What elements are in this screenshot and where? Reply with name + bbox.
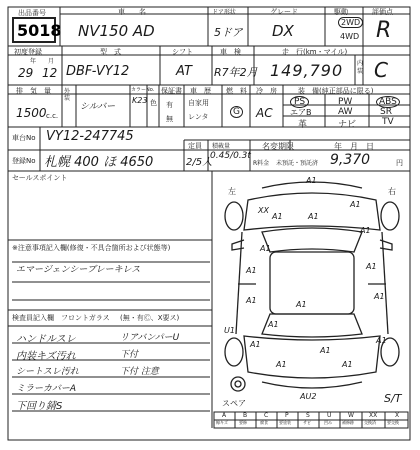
displacement-unit: c.c. — [46, 112, 59, 120]
first-reg-month: 12 — [42, 66, 58, 80]
color-label: 色 — [150, 99, 157, 107]
note-right-1: リアバンパーU — [120, 333, 180, 343]
color-code: K23 — [132, 96, 148, 105]
note-right-3: 下付 注意 — [120, 367, 159, 377]
legend-code: C — [264, 412, 269, 419]
recycle-label: R料金 — [253, 160, 270, 167]
damage-mark: A1 — [320, 346, 331, 355]
note-line-1: ハンドルスレ — [16, 334, 76, 345]
col-car-name: 車 名 — [118, 8, 146, 16]
grade-value: DX — [272, 22, 294, 40]
recycle-value: 9,370 — [330, 152, 371, 168]
damage-mark: A1 — [296, 300, 307, 309]
legend-code: U — [327, 412, 332, 419]
equip-aw: AW — [338, 107, 353, 117]
damage-mark: A1 — [376, 336, 387, 345]
exterior-label: 外装 — [64, 88, 71, 102]
use-rental: レンタ — [188, 113, 209, 121]
damage-mark: AU2 — [300, 392, 317, 401]
damage-mark: A1 — [276, 360, 287, 369]
drive-2wd: 2WD — [338, 17, 363, 28]
col-doors: ドア形状 — [212, 9, 236, 16]
equip-pw: PW — [338, 97, 353, 107]
drive-4wd: 4WD — [340, 32, 360, 41]
legend-name: サビ — [303, 420, 311, 425]
interior-label: 内装 — [357, 60, 364, 75]
color-no-label: カラーNo. — [131, 87, 155, 93]
first-reg-year: 29 — [18, 66, 34, 80]
month-label: 月 — [48, 58, 55, 65]
ac-value: AC — [256, 106, 273, 120]
note-line-2: 内装キズ汚れ — [16, 351, 76, 362]
meigi-unit: 年 月 日 — [334, 142, 374, 151]
equip-ps: PS — [290, 96, 309, 108]
chassis-value: VY12-247745 — [46, 129, 134, 144]
legend-code: A — [222, 412, 227, 419]
seats-label: 定員 — [188, 142, 202, 150]
first-reg-label: 初度登録 — [14, 48, 42, 56]
shift-value: AT — [176, 64, 192, 79]
legend-code: B — [243, 412, 248, 419]
use-own: 自家用 — [188, 99, 209, 107]
damage-mark: A1 — [250, 340, 261, 349]
lot-number: 5018 — [17, 21, 62, 40]
displacement-label: 排 気 量 — [16, 87, 51, 95]
inspector-label: 検査員記入欄 フロントガラス — [12, 314, 110, 322]
inspection-label: 車 検 — [220, 48, 241, 56]
damage-mark: U1 — [224, 326, 235, 335]
score-value: R — [376, 18, 392, 43]
damage-mark: A1 — [342, 360, 353, 369]
windshield-status: (無・有Ⓒ、X要ス) — [120, 314, 180, 322]
reg-value: 札幌 400 ほ 4650 — [44, 155, 154, 170]
damage-mark: A1 — [366, 262, 377, 271]
damage-mark: A1 — [360, 226, 371, 235]
damage-mark: A1 — [306, 176, 317, 185]
legend-code: X — [395, 412, 400, 419]
damage-mark: A1 — [374, 292, 385, 301]
equip-airbag: エアB — [290, 108, 312, 117]
legend-name: 要修 — [239, 420, 247, 425]
damage-mark: A1 — [246, 296, 257, 305]
equipment-label: 装 備(純正部品に限る) — [298, 87, 374, 95]
col-score: 評価点 — [372, 8, 393, 16]
warranty-no: 無 — [166, 115, 173, 123]
inspection-value: R7年2月 — [214, 66, 258, 79]
legend-code: P — [285, 412, 289, 419]
year-label: 年 — [30, 58, 37, 65]
color-value: シルバー — [80, 102, 116, 112]
st-label: S/T — [384, 392, 402, 405]
warranty-yes: 有 — [166, 101, 173, 109]
damage-mark: A1 — [246, 266, 257, 275]
lot-label: 出品番号 — [18, 9, 46, 17]
col-grade: グレード — [270, 8, 298, 16]
fuel-label: 燃 料 — [226, 87, 247, 95]
selling-points-label: セールスポイント — [12, 174, 68, 182]
legend-name: 交換済 — [364, 420, 376, 425]
mileage-label: 走 行(km・マイル) — [282, 48, 348, 56]
model-value: DBF-VY12 — [66, 64, 130, 79]
equip-abs: ABS — [376, 96, 400, 108]
use-label: 車 歴 — [190, 87, 211, 95]
load-value: 0.45/0.3t — [210, 151, 251, 161]
damage-mark: A1 — [308, 212, 319, 221]
legend-code: XX — [369, 412, 378, 419]
diagram-right-label: 右 — [388, 187, 396, 196]
damage-mark: A1 — [350, 200, 361, 209]
seats-value: 2/5人 — [186, 157, 213, 168]
load-label: 積載量 — [212, 143, 231, 150]
legend-code: S — [306, 412, 310, 419]
note-line-5: 下回り錆S — [16, 401, 63, 412]
displacement-value: 1500 — [16, 106, 47, 120]
interior-score: C — [374, 58, 388, 82]
legend-name: 線キズ — [216, 420, 228, 425]
fuel-value: G — [230, 106, 243, 118]
doors-value: 5ドア — [214, 26, 243, 39]
col-drive: 駆動 — [334, 8, 348, 16]
reg-label: 登録No — [12, 157, 36, 165]
equip-leather: 革 — [298, 120, 308, 130]
attention-text: エマージェンシーブレーキレス — [16, 265, 141, 275]
note-right-2: 下付 — [120, 350, 139, 360]
ac-label: 冷 房 — [256, 87, 277, 95]
spare-label: スペア — [222, 399, 246, 408]
damage-mark: XX — [258, 206, 269, 215]
legend-name: 凹み — [324, 420, 332, 425]
legend-name: 補修跡 — [342, 420, 354, 425]
recycle-unit: 円 — [396, 159, 403, 167]
legend-code: W — [348, 412, 354, 419]
legend-name: 要交換 — [387, 420, 399, 425]
car-name-value: NV150 AD — [78, 22, 155, 40]
equip-tv: TV — [382, 117, 394, 127]
model-label: 型 式 — [100, 48, 121, 56]
warranty-label: 保証書 — [161, 87, 182, 95]
damage-mark: A1 — [272, 212, 283, 221]
equip-navi: ナビ — [338, 120, 357, 130]
diagram-left-label: 左 — [228, 187, 236, 196]
note-line-4: ミラーカバーA — [16, 384, 76, 394]
legend-name: 要塗装 — [279, 420, 291, 425]
mileage-value: 149,790 — [270, 61, 344, 80]
attention-label: ※注意事項記入欄(修復・不具合箇所および状態等) — [12, 244, 171, 252]
equip-sr: SR — [380, 107, 392, 117]
damage-mark: A1 — [268, 320, 279, 329]
meigi-label: 名変期限 — [262, 142, 294, 151]
recycle-status: 未預託・預託済 — [276, 160, 319, 167]
chassis-label: 車台No — [12, 134, 36, 142]
note-line-3: シートスレ汚れ — [16, 367, 79, 377]
legend-name: 腐食 — [260, 420, 268, 425]
shift-label: シフト — [172, 48, 193, 56]
damage-mark: A1 — [260, 244, 271, 253]
